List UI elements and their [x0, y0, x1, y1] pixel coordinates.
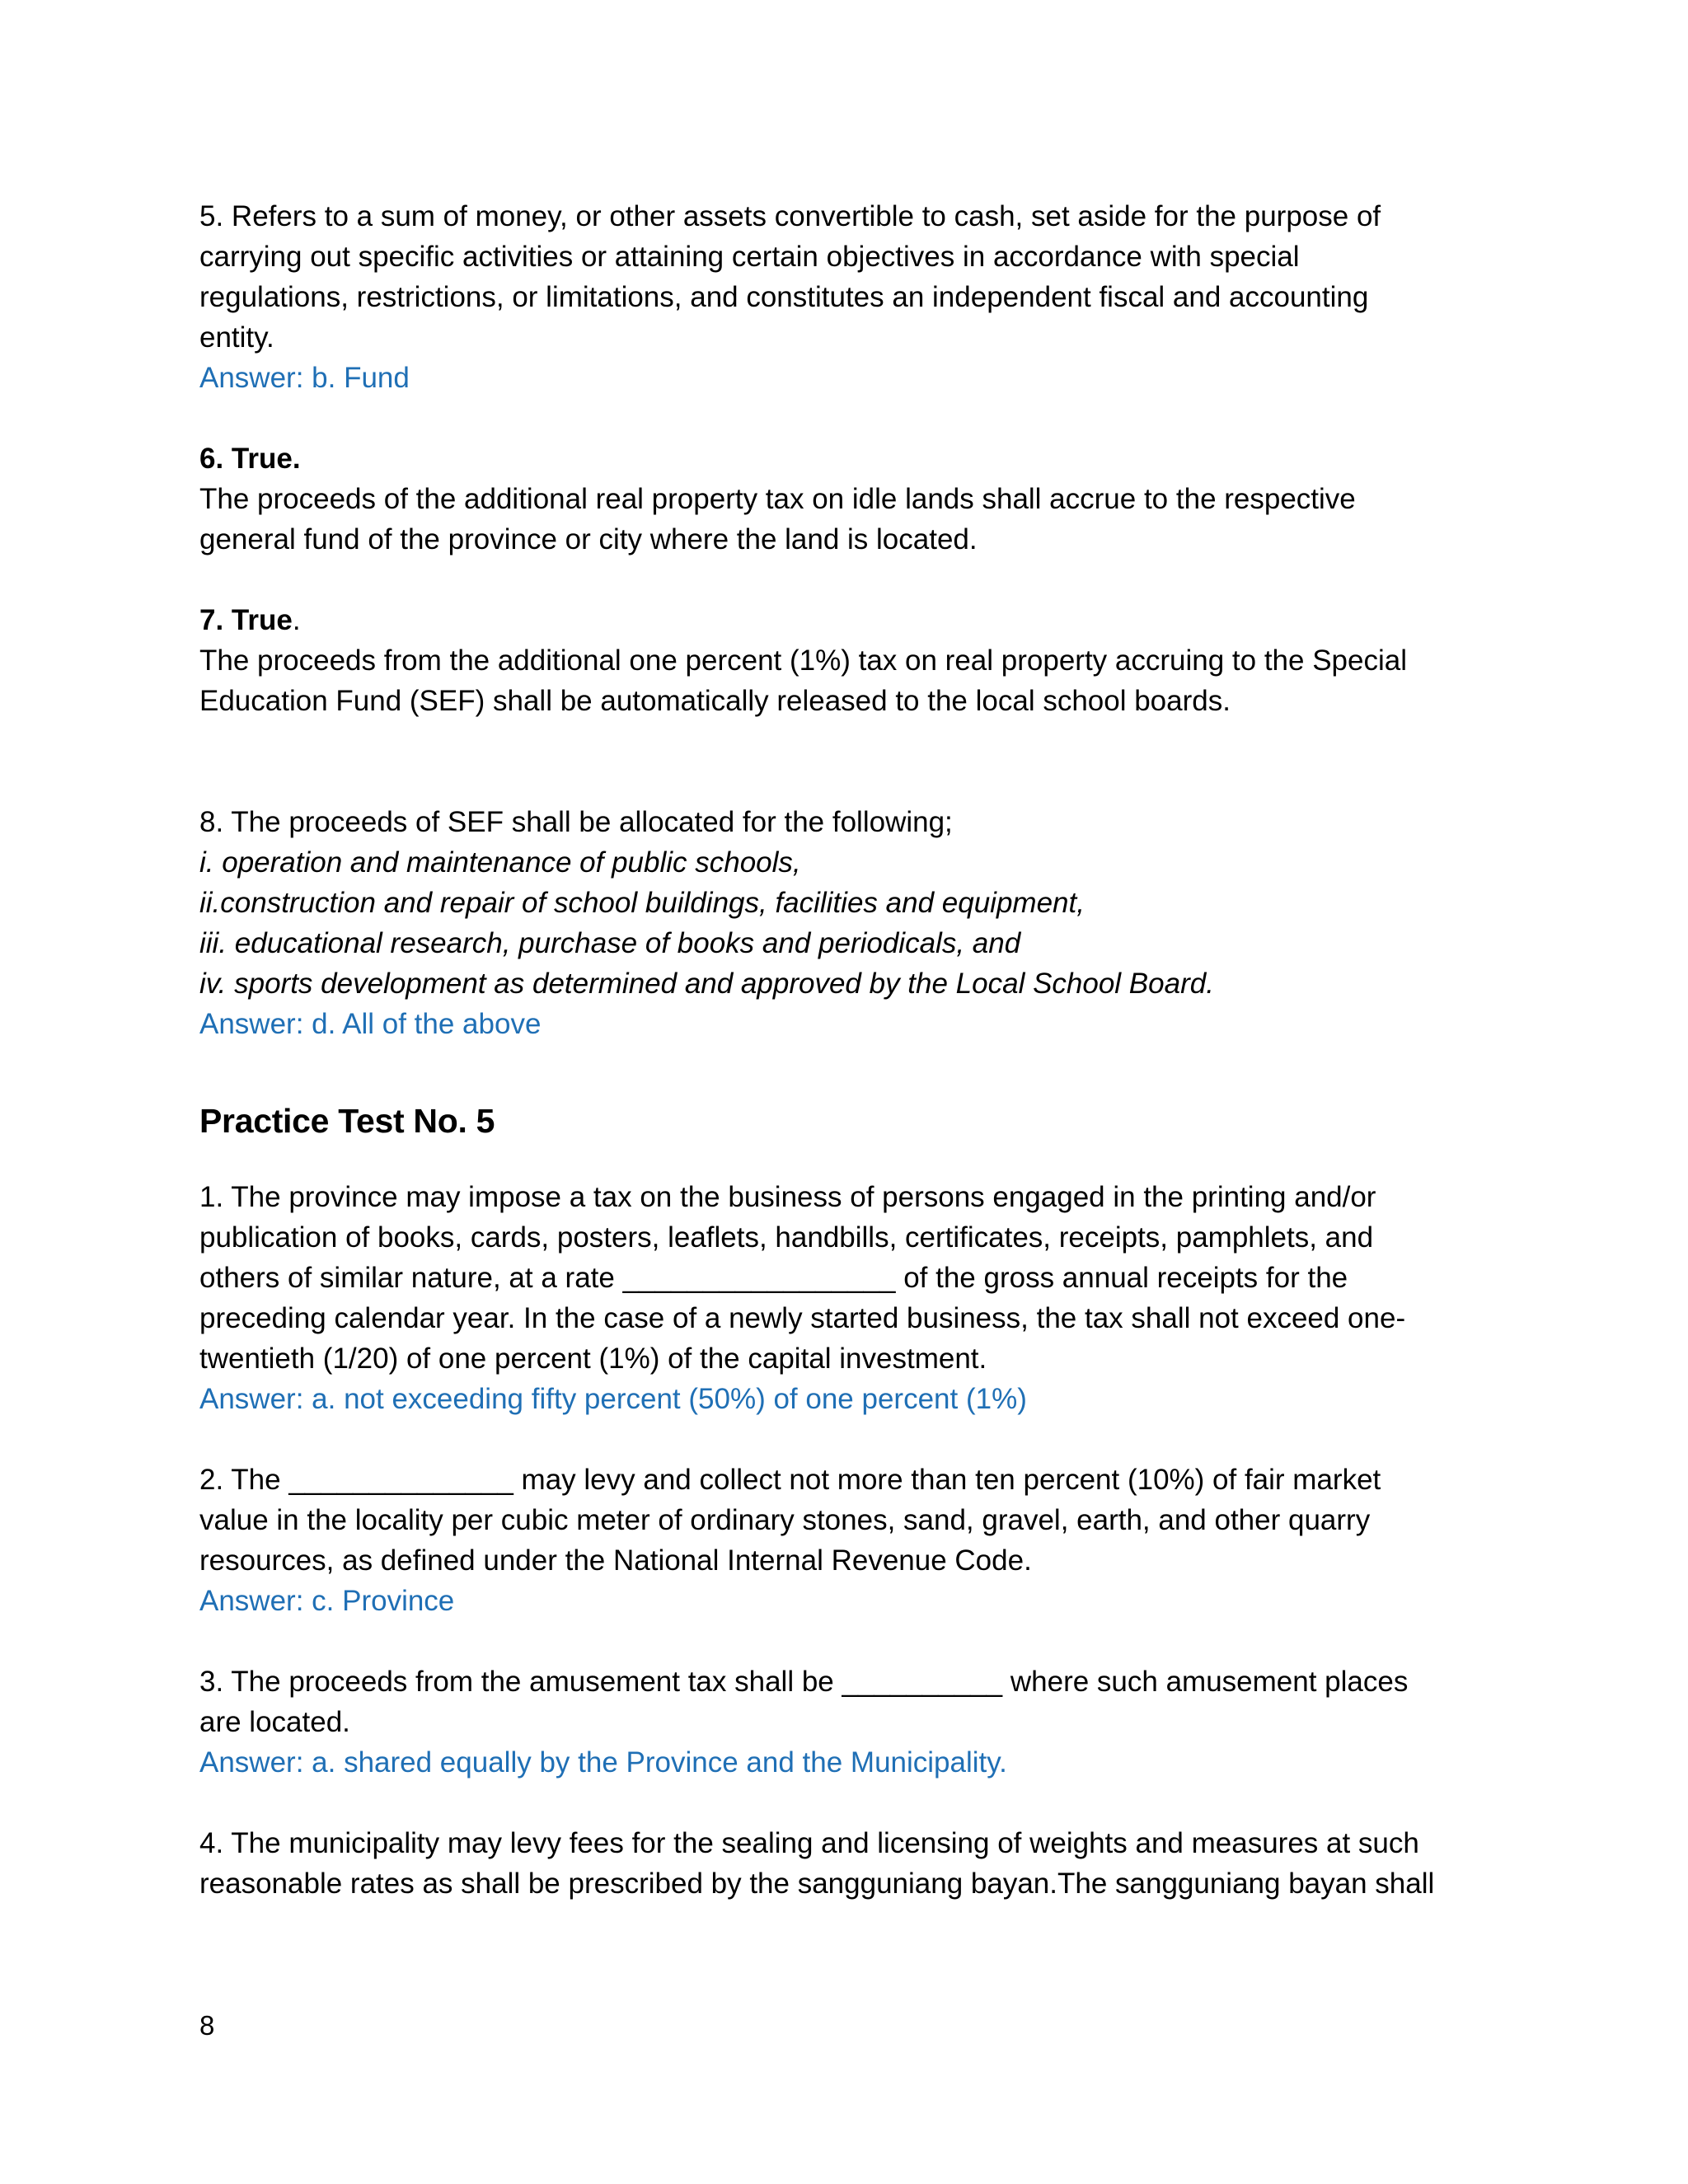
- question-text-line: 5. Refers to a sum of money, or other assets convertible to cash, set aside for the purpose of: [199, 200, 1381, 232]
- question-text-line: The proceeds of the additional real property tax on idle lands shall accrue to the respective: [199, 483, 1356, 515]
- spacer: [199, 1419, 1502, 1460]
- question-text-line: are located.: [199, 1706, 350, 1738]
- answer-text: Answer: a. not exceeding fifty percent (50%) of one percent (1%): [199, 1383, 1027, 1415]
- question-title-bold: 7. True: [199, 604, 293, 636]
- section-heading: Practice Test No. 5: [199, 1102, 495, 1140]
- question-7-block: [199, 600, 1502, 721]
- question-text-line: Education Fund (SEF) shall be automatically released to the local school boards.: [199, 685, 1231, 717]
- answer-text: Answer: b. Fund: [199, 362, 410, 394]
- pt5-question-3-block: [199, 1661, 1502, 1783]
- spacer: [199, 560, 1502, 600]
- answer-text: Answer: d. All of the above: [199, 1008, 542, 1040]
- question-6-block: [199, 438, 1502, 560]
- answer-text: Answer: a. shared equally by the Province and the Municipality.: [199, 1746, 1007, 1779]
- answer-text: Answer: c. Province: [199, 1585, 455, 1617]
- question-text-line: 4. The municipality may levy fees for the sealing and licensing of weights and measures at such: [199, 1827, 1419, 1859]
- question-text-line: general fund of the province or city where the land is located.: [199, 523, 978, 555]
- question-text-line: 8. The proceeds of SEF shall be allocated for the following;: [199, 806, 953, 838]
- list-item: ii.construction and repair of school buildings, facilities and equipment,: [199, 887, 1085, 919]
- question-text-line: 2. The ______________ may levy and collect not more than ten percent (10%) of fair market: [199, 1464, 1381, 1496]
- spacer: [199, 1783, 1502, 1823]
- list-item: i. operation and maintenance of public schools,: [199, 846, 801, 879]
- page-number: 8: [199, 2010, 215, 2041]
- question-text-line: others of similar nature, at a rate _________________ of the gross annual receipts for the: [199, 1262, 1348, 1294]
- question-text-line: value in the locality per cubic meter of ordinary stones, sand, gravel, earth, and other quarry: [199, 1504, 1371, 1536]
- list-item: iv. sports development as determined and approved by the Local School Board.: [199, 968, 1214, 1000]
- question-title: 6. True.: [199, 443, 301, 475]
- question-text-line: resources, as defined under the National Internal Revenue Code.: [199, 1544, 1032, 1577]
- question-text-line: reasonable rates as shall be prescribed by the sangguniang bayan.The sangguniang bayan shall: [199, 1868, 1435, 1900]
- spacer: [199, 1621, 1502, 1661]
- question-text-line: The proceeds from the additional one percent (1%) tax on real property accruing to the Special: [199, 644, 1407, 677]
- list-item: iii. educational research, purchase of books and periodicals, and: [199, 927, 1021, 959]
- question-text-line: twentieth (1/20) of one percent (1%) of the capital investment.: [199, 1343, 987, 1375]
- question-text-line: 3. The proceeds from the amusement tax shall be __________ where such amusement places: [199, 1666, 1409, 1698]
- question-title-punct: .: [292, 604, 301, 636]
- spacer: [199, 721, 1502, 802]
- page-content: [199, 196, 1502, 1904]
- question-text-line: carrying out specific activities or attaining certain objectives in accordance with special: [199, 241, 1300, 273]
- question-title: [199, 600, 1502, 640]
- question-8-block: [199, 802, 1502, 1044]
- spacer: [199, 398, 1502, 438]
- question-text-line: preceding calendar year. In the case of a newly started business, the tax shall not exceed one-: [199, 1302, 1406, 1334]
- question-text-line: regulations, restrictions, or limitations, and constitutes an independent fiscal and accounting: [199, 281, 1369, 313]
- pt5-question-4-block: [199, 1823, 1502, 1904]
- spacer: [199, 1044, 1502, 1085]
- question-text-line: 1. The province may impose a tax on the business of persons engaged in the printing and/or: [199, 1181, 1376, 1213]
- pt5-question-1-block: [199, 1177, 1502, 1419]
- question-text-line: publication of books, cards, posters, leaflets, handbills, certificates, receipts, pamphlets, and: [199, 1221, 1374, 1254]
- question-text-line: entity.: [199, 321, 274, 354]
- pt5-question-2-block: [199, 1460, 1502, 1621]
- question-5-block: [199, 196, 1502, 398]
